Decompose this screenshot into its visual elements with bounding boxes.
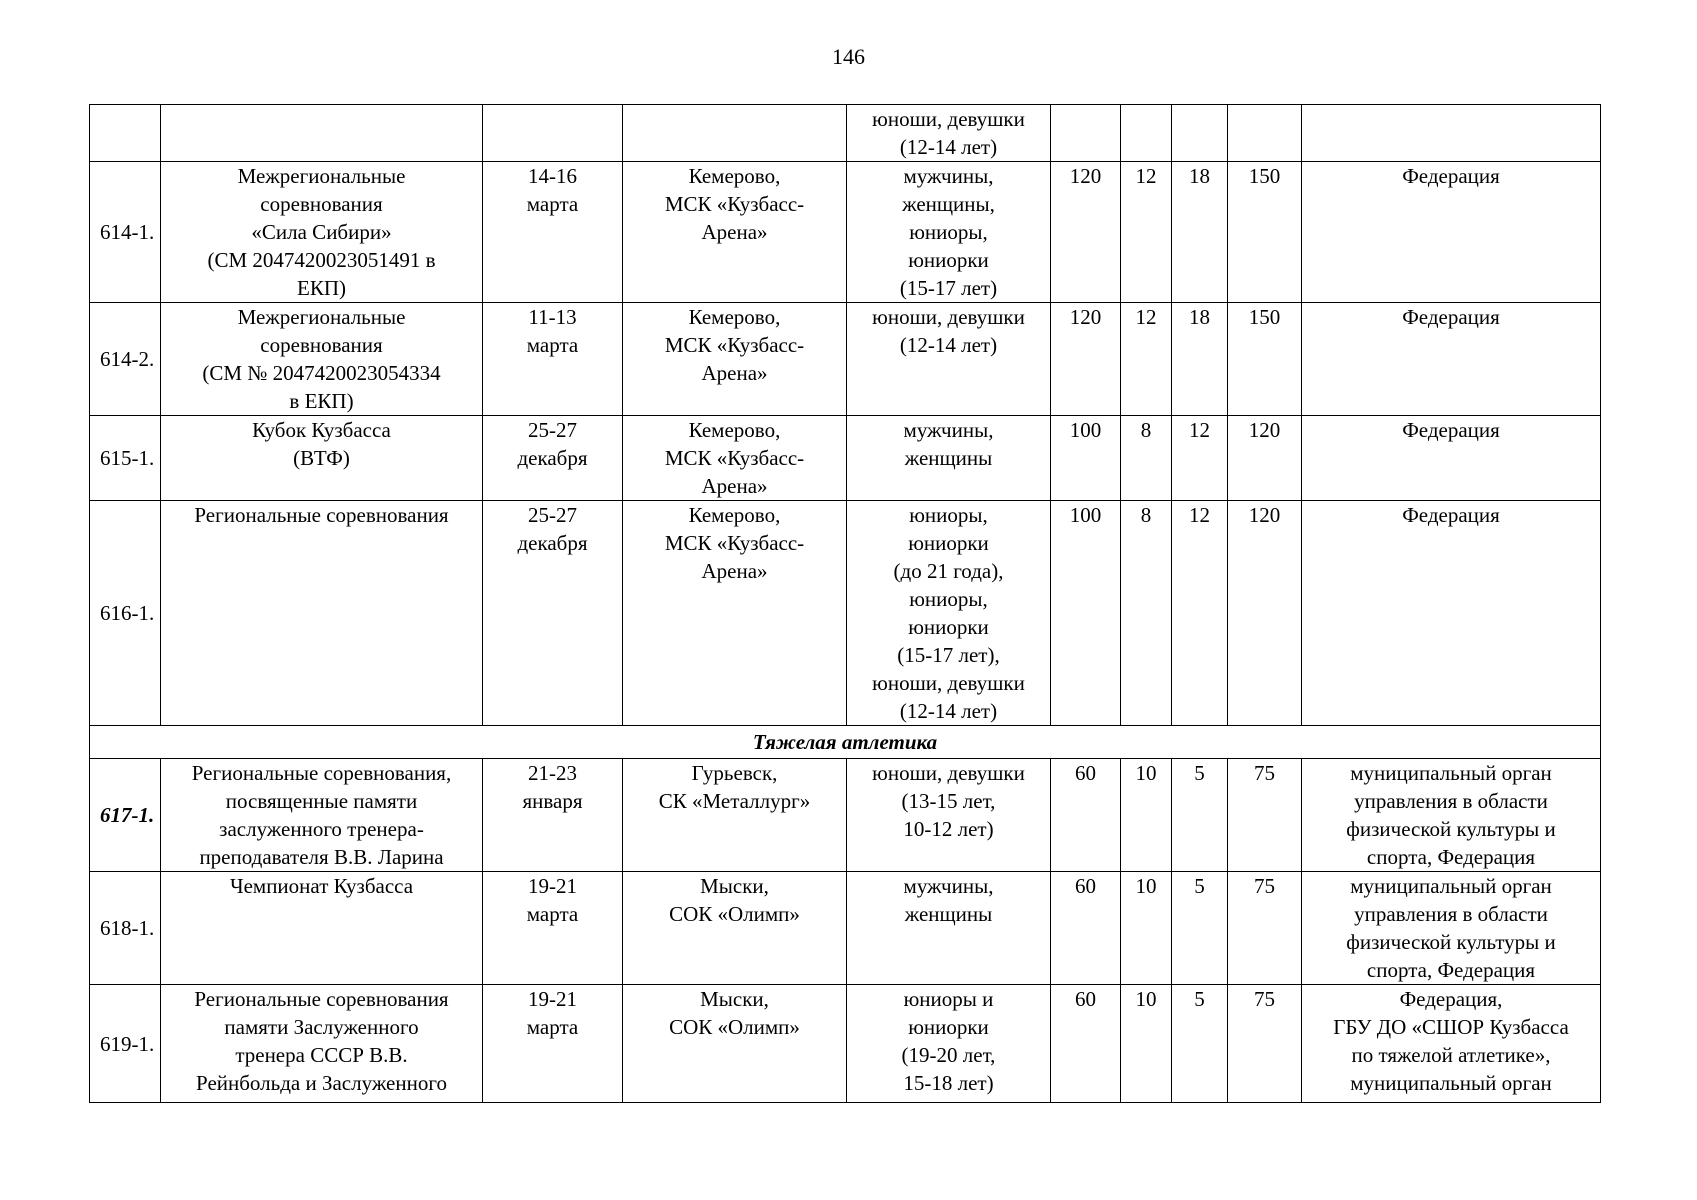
cell-total: 150 [1228,303,1302,416]
dates-line: 25-27 [528,418,577,442]
cell-name [161,872,483,985]
cell-c1 [1051,105,1121,162]
dates-line: марта [526,902,579,926]
name-line: «Сила Сибири» [251,220,392,244]
place-line: МСК «Кузбасс- [664,333,805,357]
cell-organizer [1302,105,1601,162]
participants-line: юноши, девушки [872,671,1025,695]
place-line: Кемерово, [688,164,781,188]
cell-dates [483,872,623,985]
cell-c3: 12 [1172,416,1228,501]
continued-row [90,105,1601,162]
page-number: 146 [832,44,865,69]
cell-participants [847,985,1051,1103]
participants-line: юниорки [908,615,989,639]
cell-organizer [1302,985,1601,1103]
organizer-line: физической культуры и [1346,930,1556,954]
cell-organizer [1302,759,1601,872]
cell-c1: 120 [1051,162,1121,303]
participants-line: (12-14 лет) [899,699,998,723]
participants-line: юноши, девушки [872,761,1025,785]
dates-line: марта [526,1015,579,1039]
participants-line: (13-15 лет, [901,789,996,813]
place-line: Кемерово, [688,418,781,442]
cell-name [161,303,483,416]
participants-line: женщины [904,446,993,470]
cell-place [623,759,847,872]
organizer-line: муниципальный орган [1350,874,1552,898]
organizer-line: Федерация, [1399,987,1503,1011]
cell-participants [847,872,1051,985]
cell-c3: 5 [1172,872,1228,985]
name-line: Региональные соревнования [194,987,449,1011]
cell-dates [483,416,623,501]
participants-line: юниоры и [903,987,994,1011]
cell-c2: 12 [1121,303,1172,416]
name-line: соревнования [260,192,383,216]
organizer-line: физической культуры и [1346,817,1556,841]
cell-dates [483,985,623,1103]
cell-c1: 60 [1051,985,1121,1103]
name-line: Межрегиональные [237,164,406,188]
table-row [90,416,1601,501]
name-line: (СМ № 2047420023054334 [202,361,441,385]
dates-line: марта [526,333,579,357]
cell-num: 616-1. [90,501,161,726]
cell-total: 150 [1228,162,1302,303]
section-row [90,726,1601,759]
cell-num: 618-1. [90,872,161,985]
name-line: соревнования [260,333,383,357]
participants-line: 10-12 лет) [903,817,994,841]
dates-line: 19-21 [528,987,577,1011]
cell-c3 [1172,105,1228,162]
name-line: Рейнбольда и Заслуженного [196,1071,447,1095]
participants-line: юноши, девушки [872,107,1025,131]
cell-c3: 5 [1172,985,1228,1103]
place-line: Арена» [701,220,768,244]
table-row [90,303,1601,416]
place-line: МСК «Кузбасс- [664,192,805,216]
cell-c1: 120 [1051,303,1121,416]
place-line: СОК «Олимп» [669,1015,800,1039]
cell-place [623,303,847,416]
cell-place [623,105,847,162]
table-row [90,162,1601,303]
organizer-line: Федерация [1402,305,1500,329]
participants-line: (12-14 лет) [899,333,998,357]
cell-num: 617-1. [90,759,161,872]
organizer-line: управления в области [1354,789,1548,813]
cell-num: 615-1. [90,416,161,501]
cell-participants [847,162,1051,303]
cell-dates [483,501,623,726]
cell-c2: 12 [1121,162,1172,303]
place-line: МСК «Кузбасс- [664,446,805,470]
table-row [90,985,1601,1103]
place-line: МСК «Кузбасс- [664,531,805,555]
cell-total: 75 [1228,872,1302,985]
participants-line: мужчины, [903,874,994,898]
name-line: Межрегиональные [237,305,406,329]
cell-num: 614-2. [90,303,161,416]
cell-organizer [1302,501,1601,726]
cell-total: 75 [1228,985,1302,1103]
name-line: тренера СССР В.В. [235,1043,408,1067]
organizer-line: спорта, Федерация [1366,958,1536,982]
name-line: заслуженного тренера- [219,817,424,841]
participants-line: мужчины, [903,164,994,188]
cell-c1: 60 [1051,872,1121,985]
cell-c1: 100 [1051,416,1121,501]
cell-participants [847,105,1051,162]
organizer-line: по тяжелой атлетике», [1351,1043,1551,1067]
name-line: ЕКП) [297,276,346,300]
organizer-line: управления в области [1354,902,1548,926]
organizer-line: спорта, Федерация [1366,845,1536,869]
cell-name [161,162,483,303]
dates-line: 25-27 [528,503,577,527]
dates-line: декабря [517,446,588,470]
cell-num: 614-1. [90,162,161,303]
organizer-line: муниципальный орган [1350,761,1552,785]
dates-line: декабря [517,531,588,555]
cell-name [161,416,483,501]
participants-line: женщины [904,902,993,926]
place-line: Кемерово, [688,305,781,329]
cell-num: 619-1. [90,985,161,1103]
cell-name [161,105,483,162]
cell-participants [847,759,1051,872]
name-line: Региональные соревнования, [191,761,452,785]
cell-c3: 5 [1172,759,1228,872]
cell-c2: 10 [1121,759,1172,872]
participants-line: (до 21 года), [893,559,1004,583]
cell-organizer [1302,416,1601,501]
name-line: (ВТФ) [293,446,350,470]
dates-line: января [522,789,583,813]
name-line: (СМ 2047420023051491 в [207,248,436,272]
name-line: Кубок Кузбасса [252,418,391,442]
cell-name [161,985,483,1103]
participants-line: юниорки [908,1015,989,1039]
participants-line: 15-18 лет) [903,1071,994,1095]
participants-line: (12-14 лет) [899,135,998,159]
dates-line: 21-23 [528,761,577,785]
participants-line: юноши, девушки [872,305,1025,329]
cell-total: 120 [1228,416,1302,501]
organizer-line: муниципальный орган [1350,1071,1552,1095]
cell-dates [483,162,623,303]
cell-num [90,105,161,162]
cell-dates [483,105,623,162]
table-row [90,872,1601,985]
cell-c3: 12 [1172,501,1228,726]
cell-c3: 18 [1172,303,1228,416]
cell-total: 75 [1228,759,1302,872]
cell-participants [847,303,1051,416]
place-line: Арена» [701,559,768,583]
organizer-line: Федерация [1402,164,1500,188]
events-table [89,104,1601,1103]
cell-c2 [1121,105,1172,162]
organizer-line: Федерация [1402,418,1500,442]
cell-organizer [1302,872,1601,985]
cell-c2: 8 [1121,501,1172,726]
participants-line: юниоры, [909,220,988,244]
cell-place [623,162,847,303]
section-title: Тяжелая атлетика [90,726,1601,759]
cell-dates [483,303,623,416]
cell-place [623,872,847,985]
place-line: СОК «Олимп» [669,902,800,926]
cell-place [623,416,847,501]
participants-line: юниоры, [909,503,988,527]
name-line: памяти Заслуженного [224,1015,419,1039]
participants-line: женщины, [902,192,995,216]
participants-line: (19-20 лет, [901,1043,996,1067]
cell-organizer [1302,303,1601,416]
place-line: Мыски, [700,874,769,898]
name-line: преподавателя В.В. Ларина [199,845,444,869]
cell-name [161,759,483,872]
participants-line: юниорки [908,531,989,555]
cell-total [1228,105,1302,162]
table-row [90,759,1601,872]
cell-c2: 8 [1121,416,1172,501]
cell-dates [483,759,623,872]
cell-c2: 10 [1121,872,1172,985]
place-line: СК «Металлург» [658,789,811,813]
cell-participants [847,416,1051,501]
table-row [90,501,1601,726]
participants-line: (15-17 лет), [897,643,1000,667]
participants-line: (15-17 лет) [899,276,998,300]
cell-c1: 60 [1051,759,1121,872]
dates-line: марта [526,192,579,216]
cell-c2: 10 [1121,985,1172,1103]
cell-place [623,985,847,1103]
organizer-line: Федерация [1402,503,1500,527]
participants-line: юниоры, [909,587,988,611]
cell-place [623,501,847,726]
dates-line: 11-13 [528,305,577,329]
name-line: посвященные памяти [225,789,418,813]
cell-organizer [1302,162,1601,303]
place-line: Арена» [701,474,768,498]
dates-line: 14-16 [528,164,577,188]
name-line: в ЕКП) [289,389,354,413]
cell-total: 120 [1228,501,1302,726]
name-line: Чемпионат Кузбасса [229,874,414,898]
participants-line: юниорки [908,248,989,272]
place-line: Арена» [701,361,768,385]
organizer-line: ГБУ ДО «СШОР Кузбасса [1333,1015,1569,1039]
cell-c3: 18 [1172,162,1228,303]
name-line: Региональные соревнования [194,503,449,527]
place-line: Гурьевск, [691,761,778,785]
place-line: Мыски, [700,987,769,1011]
cell-participants [847,501,1051,726]
dates-line: 19-21 [528,874,577,898]
place-line: Кемерово, [688,503,781,527]
cell-name [161,501,483,726]
cell-c1: 100 [1051,501,1121,726]
participants-line: мужчины, [903,418,994,442]
